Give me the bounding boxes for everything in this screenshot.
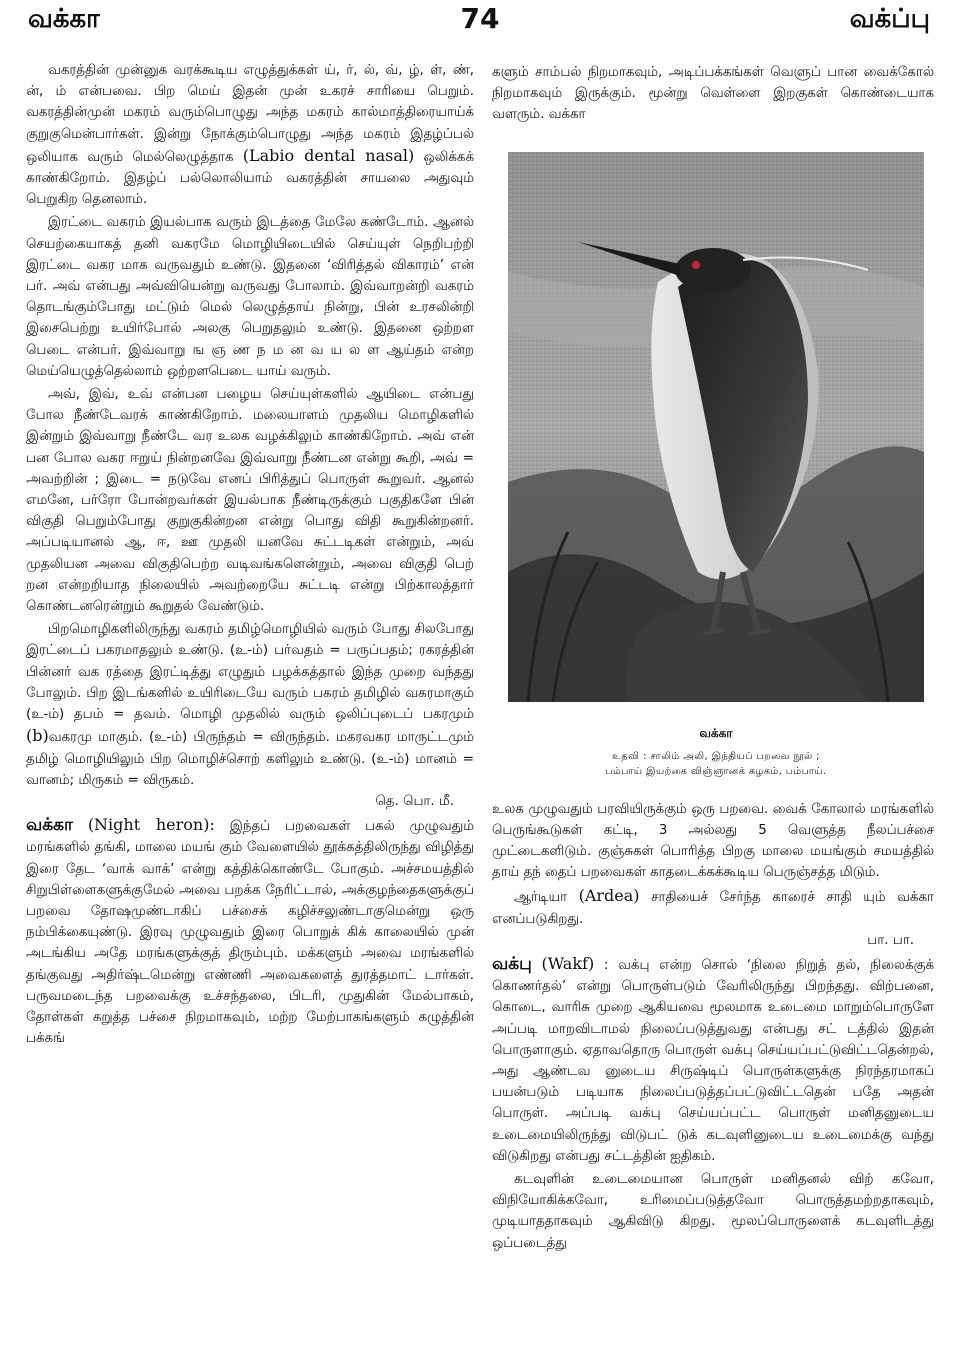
- left-column: [26, 60, 474, 1051]
- paragraph: உலக முழுவதும் பரவியிருக்கும் ஒரு பறவை. வைக் கோலால் மரங்களில் பெருங்கூடுகள் கட்டி, 3 அல்லது 5 வெளுத்த நீலப்பச்சை முட்டைகளிடும். குஞ்சுகள் பொரித்த பிறகு மாலை மயங்கும் சமயத்தில் தாய் தந் தைப் பறவைகள் காதடைக்கக்கூடிய பெருஞ்சத்த மிடும்.: [492, 801, 934, 881]
- paragraph: அவ், இவ், உவ் என்பன பழைய செய்யுள்களில் ஆயிடை என்பது போல நீண்டேவரக் காண்கிறோம். மலையாளம் முதலிய மொழிகளில் இன்றும் இவ்வாறு நீண்டே வர உலக வழக்கிலும் காண்கிறோம். அவ் என் பன போல வகர ஈறுய் நின்றனவே இவ்வாறு நீண்டன என்று கூறி, அவ் = அவற்றின் ; இடை = நடுவே எனப் பிரித்துப் பொருள் கூறுவர். ஆனல் எமனே, பர்ரோ போன்றவர்கள் இயல்பாக நீண்டிருக்கும் பகுதிகளே பின் விகுதி பெறும்போது குறுகுகின்றன என்று பொது விதி கூறுகின்றனர். அப்படியானல் ஆ, ஈ, ஊ முதலி யனவே சுட்டடிகள் என்றும், அவ் முதலியன அவை விகுதிபெற்ற வடிவங்களென்றும், அவை விகுதி பெற் றன என்றறியாத நிலையில் அவற்றையே சுட்டடி என்று பிற்காலத்தார் கொண்டனரென்றும் கூறுதல் வேண்டும்.: [26, 387, 474, 615]
- entry-vakka: வக்கா (Night heron): இந்தப் பறவைகள் பகல் முழுவதும் மரங்களில் தங்கி, மாலை மயங் கும் வேளையில் தூக்கத்திலிருந்து விழித்து இரை தேட ‘வாக் வாக்’ என்று கத்திக்கொண்டே போகும். அச்சமயத்தில் சிறுபிள்ளைகளுக்குமேல் அவை பறக்க நேரிட்டால், அக்குழந்தைகளுக்குப் பறவை தோஷமுண்டாகிப் பச்சைக் கழிச்சலுண்டாகுமென்று ஒரு நம்பிக்கையுண்டு. இரவு முழுவதும் இரை பொறுக் கிக் காலையில் முன் அடங்கிய அதே மரங்களுக்குத் திரும்பும். மக்களும் அவை மரங்களில் தங்குவது அதிர்ஷ்டமென்று எண்ணி அவைகளைத் துரத்தமாட் டார்கள். பருவமடைந்த பறவைக்கு உச்சந்தலை, பிடரி, முதுகின் மேல்பாகம், தோள்கள் கறுத்த பச்சை நிறமாகவும், மற்ற மேற்பாகங்களும் கழுத்தின் பக்கங்: [26, 815, 475, 1047]
- paragraph: வகரத்தின் முன்னுக வரக்கூடிய எழுத்துக்கள் ய், ர், ல், வ், ழ், ள், ண், ன், ம் என்பவை. பிற மெய் இதன் முன் உகரச் சாரியை பெறும். வகரத்தின்முன் மகரம் வரும்பொழுது அந்த மகரம் கால்மாத்திரையாய்க் குறுகுமென்பார்கள். இன்று நோக்கும்பொழுது அந்த மகரம் இதழ்ப்பல் ஒலியாக வரும் மெல்லெழுத்தாக (Labio dental nasal) ஒலிக்கக் காண்கிறோம். இதழ்ப் பல்லொலியாம் வகரத்தின் சாயலை அதுவும் பெறுகிற தெனலாம்.: [26, 63, 475, 208]
- figure-caption: [508, 726, 924, 779]
- night-heron-illustration: [508, 152, 924, 702]
- right-column: [492, 62, 934, 1256]
- running-head-right: வக்ப்பு: [849, 4, 930, 34]
- page-number: 74: [460, 2, 500, 35]
- author-signature: தெ. பொ. மீ.: [375, 793, 454, 809]
- entry-wakf: வக்பு (Wakf) : வக்பு என்ற சொல் ‘நிலை நிறுத் தல், நிலைக்குக் கொணர்தல்’ என்று பொருள்படும் வேரிலிருந்து பிறந்தது. விற்பனை, கொடை, வாரிசு முறை ஆகியவை மூலமாக உடைமை மாறும்பொருளே அப்படி மாறவிடாமல் நிலைப்படுத்துவது என்பது சட் டத்தில் இதன் பொருளாகும். ஏதாவதொரு பொருள் வக்பு செய்யப்பட்டுவிட்டதென்றல், அது ஆண்டவ னுடைய சிருஷ்டிப் பொருள்களுக்கு நிரந்தரமாகப் பயன்படும் படியாக நிலைப்படுத்தப்பட்டுவிட்டதென் பதே அதன் பொருள். அப்படி வக்பு செய்யப்பட்ட பொருள் மனிதனுடைய உடைமையிலிருந்து விடுபட் டுக் கடவுளினுடைய உடைமைக்கு வந்து விடுகிறது என்பது சட்டத்தின் ஐதிகம்.: [492, 954, 934, 1164]
- paragraph: ஆர்டியா (Ardea) சாதியைச் சேர்ந்த காரைச் சாதி யும் வக்கா எனப்படுகிறது. பா. பா.: [492, 885, 934, 951]
- running-head-left: வக்கா: [28, 4, 100, 34]
- paragraph: பிறமொழிகளிலிருந்து வகரம் தமிழ்மொழியில் வரும் போது சிலபோது இரட்டைப் பகரமாதலும் உண்டு. (உ-ம்) பர்வதம் = பருப்பதம்; ரகரத்தின் பின்னர் வக ரத்தை இரட்டித்து எழுதும் பழக்கத்தால் இந்த முறை வந்தது போலும். பிற இடங்களில் உயிரிடையே வரும் பகரம் தமிழில் வகரமாகும் (உ-ம்) தபம் = தவம். மொழி முதலில் வரும் ஒலிப்புடைப் பகரமும் (b)வகரமு மாகும். (உ-ம்) பிருந்தம் = விருந்தம். மகரவகர மாருட்டமும் தமிழ் மொழியிலும் பிற மொழிச்சொற் களிலும் உண்டு. (உ-ம்) மானம் = வானம்; மிருகம் = விருகம். தெ. பொ. மீ.: [26, 619, 474, 812]
- bird-figure: [508, 152, 924, 779]
- paragraph: களும் சாம்பல் நிறமாகவும், அடிப்பக்கங்கள் வெளுப் பான வைக்கோல் நிறமாகவும் இருக்கும். மூன்று வெள்ளை இறகுகள் கொண்டையாக வளரும். வக்கா: [492, 65, 934, 123]
- caption-title: வக்கா: [699, 725, 733, 740]
- author-signature: பா. பா.: [867, 932, 914, 948]
- paragraph: இரட்டை வகரம் இயல்பாக வரும் இடத்தை மேலே கண்டோம். ஆனல் செயற்கையாகத் தனி வகரமே மொழியிடையில் செய்யுள் நெறிபற்றி இரட்டை வகர மாக வருவதும் உண்டு. இதனை ‘விரித்தல் விகாரம்’ என் பர். அவ் என்பது அவ்வியென்று வருவது போலாம். இவ்வாறன்றி வகரம் தொடங்கும்போது மட்டும் மெல் லெழுத்தாய் நின்று, பின் உரசலின்றி இசைபெற்று உயிர்போல் அலகு பெறுதலும் உண்டு. இதனை ஒற்றள பெடை என்பர். இவ்வாறு ங ஞ ண ந ம ன வ ய ல ள ஆய்தம் என்ற மெய்யெழுத்தெல்லாம் ஒற்றளபெடை யாய் வரும்.: [26, 215, 474, 379]
- paragraph: கடவுளின் உடைமையான பொருள் மனிதனல் விற் கவோ, விநியோகிக்கவோ, உரிமைப்படுத்தவோ பொருத்தமற்றதாகவும், முடியாததாகவும் ஆகிவிடு கிறது. மூலப்பொருளைக் கடவுளிடத்து ஒப்படைத்து: [492, 1172, 934, 1251]
- caption-credit: உதவி : சாலிம் அலி, இந்தியப் பறவை நூல் ;: [612, 750, 820, 762]
- entry-headword: வக்கா: [26, 815, 73, 836]
- entry-headword: வக்பு: [492, 954, 532, 975]
- caption-credit: பம்பாய் இயற்கை விஞ்ஞானக் கழகம், பம்பாய்.: [605, 765, 827, 777]
